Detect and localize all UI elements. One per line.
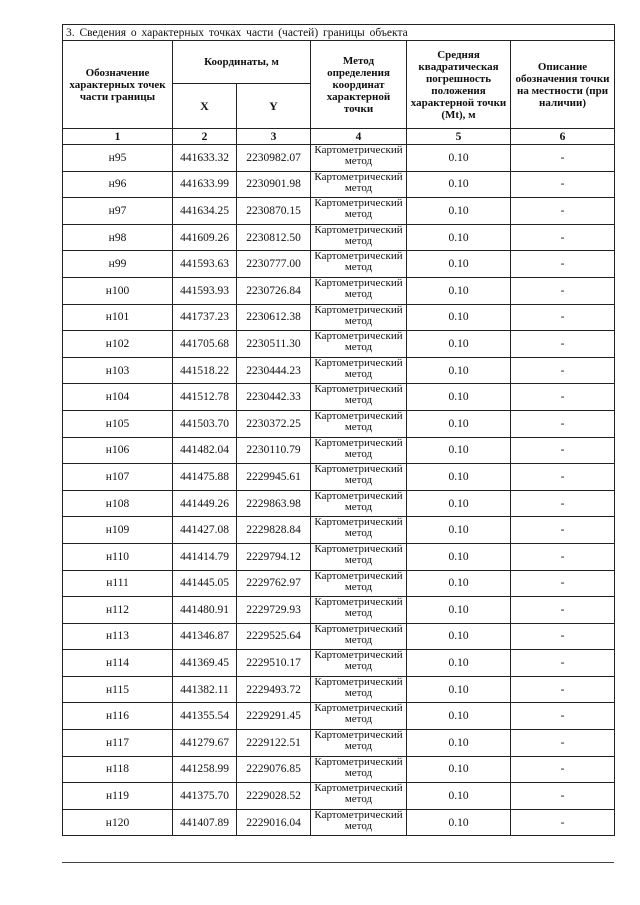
description-cell: - — [511, 809, 615, 836]
method-cell — [311, 277, 407, 304]
table-row — [63, 410, 615, 437]
table-row — [63, 304, 615, 331]
coord-y-cell: 2230442.33 — [237, 384, 311, 411]
column-number: 2 — [173, 129, 237, 145]
method-line: метод — [344, 633, 373, 646]
coord-x-cell: 441482.04 — [173, 437, 237, 464]
method-cell — [311, 517, 407, 544]
coord-y-cell: 2229863.98 — [237, 490, 311, 517]
table-row — [63, 145, 615, 172]
method-line: Картометрический — [314, 649, 403, 662]
method-line: Картометрический — [314, 223, 403, 236]
method-line: Картометрический — [314, 729, 403, 742]
method-line: Картометрический — [314, 144, 403, 156]
table-row — [63, 277, 615, 304]
description-cell: - — [511, 145, 615, 172]
point-id-cell: н117 — [63, 730, 173, 757]
method-line: Картометрический — [314, 596, 403, 609]
error-cell: 0.10 — [407, 756, 511, 783]
description-cell: - — [511, 570, 615, 597]
header-description: Описание обозначения точки на местности (при наличии) — [511, 41, 615, 129]
method-line: метод — [344, 208, 373, 221]
table-row — [63, 650, 615, 677]
coord-x-cell: 441593.93 — [173, 277, 237, 304]
error-cell: 0.10 — [407, 730, 511, 757]
method-line: Картометрический — [314, 463, 403, 476]
point-id-cell: н108 — [63, 490, 173, 517]
method-cell — [311, 543, 407, 570]
table-row — [63, 384, 615, 411]
method-line: Картометрический — [314, 383, 403, 396]
description-cell: - — [511, 384, 615, 411]
coord-x-cell: 441593.63 — [173, 251, 237, 278]
method-line: метод — [344, 713, 373, 726]
header-x: X — [173, 84, 237, 129]
method-cell — [311, 756, 407, 783]
method-line: Картометрический — [314, 569, 403, 582]
method-line: метод — [344, 394, 373, 407]
coord-x-cell: 441609.26 — [173, 224, 237, 251]
point-id-cell: н115 — [63, 676, 173, 703]
method-cell — [311, 331, 407, 358]
coord-y-cell: 2230726.84 — [237, 277, 311, 304]
error-cell: 0.10 — [407, 543, 511, 570]
coord-x-cell: 441633.99 — [173, 171, 237, 198]
coord-x-cell: 441279.67 — [173, 730, 237, 757]
method-line: метод — [344, 766, 373, 779]
point-id-cell: н119 — [63, 783, 173, 810]
method-cell — [311, 730, 407, 757]
method-line: метод — [344, 287, 373, 300]
point-id-cell: н99 — [63, 251, 173, 278]
error-cell: 0.10 — [407, 597, 511, 624]
method-line: Картометрический — [314, 542, 403, 555]
method-line: Картометрический — [314, 516, 403, 529]
coord-x-cell: 441445.05 — [173, 570, 237, 597]
error-cell: 0.10 — [407, 623, 511, 650]
method-line: метод — [344, 686, 373, 699]
method-cell — [311, 304, 407, 331]
method-cell — [311, 251, 407, 278]
table-row — [63, 809, 615, 836]
method-line: метод — [344, 341, 373, 354]
column-number: 3 — [237, 129, 311, 145]
error-cell: 0.10 — [407, 304, 511, 331]
point-id-cell: н113 — [63, 623, 173, 650]
coord-y-cell: 2230511.30 — [237, 331, 311, 358]
method-line: Картометрический — [314, 622, 403, 635]
point-id-cell: н98 — [63, 224, 173, 251]
method-cell — [311, 650, 407, 677]
error-cell: 0.10 — [407, 171, 511, 198]
table-row — [63, 570, 615, 597]
coord-x-cell: 441480.91 — [173, 597, 237, 624]
method-cell — [311, 357, 407, 384]
header-coordinates: Координаты, м — [173, 41, 311, 84]
description-cell: - — [511, 224, 615, 251]
point-id-cell: н114 — [63, 650, 173, 677]
coord-x-cell: 441449.26 — [173, 490, 237, 517]
coord-x-cell: 441382.11 — [173, 676, 237, 703]
table-row — [63, 623, 615, 650]
description-cell: - — [511, 331, 615, 358]
method-line: метод — [344, 500, 373, 513]
point-id-cell: н103 — [63, 357, 173, 384]
method-line: метод — [344, 607, 373, 620]
coord-x-cell: 441512.78 — [173, 384, 237, 411]
error-cell: 0.10 — [407, 437, 511, 464]
table-body — [63, 145, 615, 836]
method-line: Картометрический — [314, 276, 403, 289]
error-cell: 0.10 — [407, 490, 511, 517]
method-line: метод — [344, 580, 373, 593]
table-row — [63, 730, 615, 757]
coord-y-cell: 2230444.23 — [237, 357, 311, 384]
method-line: метод — [344, 740, 373, 753]
point-id-cell: н120 — [63, 809, 173, 836]
coord-x-cell: 441427.08 — [173, 517, 237, 544]
table-row — [63, 783, 615, 810]
table-row — [63, 224, 615, 251]
error-cell: 0.10 — [407, 224, 511, 251]
coord-y-cell: 2229016.04 — [237, 809, 311, 836]
method-line: метод — [344, 447, 373, 460]
method-cell — [311, 171, 407, 198]
coord-y-cell: 2230870.15 — [237, 198, 311, 225]
method-line: метод — [344, 234, 373, 247]
description-cell: - — [511, 730, 615, 757]
coord-x-cell: 441258.99 — [173, 756, 237, 783]
method-line: метод — [344, 181, 373, 194]
method-line: метод — [344, 155, 373, 167]
method-line: метод — [344, 314, 373, 327]
point-id-cell: н105 — [63, 410, 173, 437]
coord-x-cell: 441369.45 — [173, 650, 237, 677]
point-id-cell: н106 — [63, 437, 173, 464]
column-number: 5 — [407, 129, 511, 145]
error-cell: 0.10 — [407, 410, 511, 437]
description-cell: - — [511, 543, 615, 570]
error-cell: 0.10 — [407, 650, 511, 677]
table-row — [63, 676, 615, 703]
method-line: метод — [344, 367, 373, 380]
method-line: метод — [344, 793, 373, 806]
column-number: 1 — [63, 129, 173, 145]
description-cell: - — [511, 597, 615, 624]
coord-x-cell: 441503.70 — [173, 410, 237, 437]
description-cell: - — [511, 357, 615, 384]
coord-x-cell: 441705.68 — [173, 331, 237, 358]
method-line: Картометрический — [314, 170, 403, 183]
coord-x-cell: 441475.88 — [173, 464, 237, 491]
table-row — [63, 543, 615, 570]
coord-y-cell: 2229525.64 — [237, 623, 311, 650]
error-cell: 0.10 — [407, 198, 511, 225]
point-id-cell: н118 — [63, 756, 173, 783]
method-line: Картометрический — [314, 436, 403, 449]
coord-x-cell: 441633.32 — [173, 145, 237, 172]
point-id-cell: н100 — [63, 277, 173, 304]
coord-x-cell: 441414.79 — [173, 543, 237, 570]
method-cell — [311, 198, 407, 225]
coord-y-cell: 2229510.17 — [237, 650, 311, 677]
coord-y-cell: 2229945.61 — [237, 464, 311, 491]
description-cell: - — [511, 783, 615, 810]
error-cell: 0.10 — [407, 703, 511, 730]
error-cell: 0.10 — [407, 384, 511, 411]
table-row — [63, 490, 615, 517]
method-cell — [311, 224, 407, 251]
description-cell: - — [511, 490, 615, 517]
description-cell: - — [511, 437, 615, 464]
coord-y-cell: 2229493.72 — [237, 676, 311, 703]
description-cell: - — [511, 304, 615, 331]
point-id-cell: н112 — [63, 597, 173, 624]
table-row — [63, 331, 615, 358]
point-id-cell: н101 — [63, 304, 173, 331]
point-id-cell: н102 — [63, 331, 173, 358]
method-line: Картометрический — [314, 702, 403, 715]
method-line: Картометрический — [314, 808, 403, 821]
coord-x-cell: 441737.23 — [173, 304, 237, 331]
error-cell: 0.10 — [407, 277, 511, 304]
description-cell: - — [511, 464, 615, 491]
table-row — [63, 597, 615, 624]
column-number: 4 — [311, 129, 407, 145]
coord-y-cell: 2230110.79 — [237, 437, 311, 464]
description-cell: - — [511, 517, 615, 544]
method-cell — [311, 676, 407, 703]
table-row — [63, 357, 615, 384]
method-line: Картометрический — [314, 675, 403, 688]
method-cell — [311, 464, 407, 491]
error-cell: 0.10 — [407, 145, 511, 172]
table-row — [63, 703, 615, 730]
coord-x-cell: 441346.87 — [173, 623, 237, 650]
method-cell — [311, 623, 407, 650]
coord-y-cell: 2230777.00 — [237, 251, 311, 278]
method-line: Картометрический — [314, 409, 403, 422]
error-cell: 0.10 — [407, 464, 511, 491]
description-cell: - — [511, 756, 615, 783]
coord-y-cell: 2229762.97 — [237, 570, 311, 597]
section-title: 3. Сведения о характерных точках части (частей) границы объекта — [63, 25, 615, 41]
method-line: метод — [344, 660, 373, 673]
coord-y-cell: 2229122.51 — [237, 730, 311, 757]
table-row — [63, 464, 615, 491]
table-row — [63, 171, 615, 198]
coord-y-cell: 2230612.38 — [237, 304, 311, 331]
header-designation: Обозначение характерных точек части границы — [63, 41, 173, 129]
error-cell: 0.10 — [407, 783, 511, 810]
coord-y-cell: 2229291.45 — [237, 703, 311, 730]
method-line: метод — [344, 553, 373, 566]
header-y: Y — [237, 84, 311, 129]
coord-y-cell: 2230901.98 — [237, 171, 311, 198]
point-id-cell: н96 — [63, 171, 173, 198]
coord-x-cell: 441355.54 — [173, 703, 237, 730]
method-cell — [311, 437, 407, 464]
table-row — [63, 251, 615, 278]
method-cell — [311, 410, 407, 437]
coord-y-cell: 2229729.93 — [237, 597, 311, 624]
description-cell: - — [511, 410, 615, 437]
coord-x-cell: 441634.25 — [173, 198, 237, 225]
description-cell: - — [511, 676, 615, 703]
method-line: Картометрический — [314, 330, 403, 343]
error-cell: 0.10 — [407, 570, 511, 597]
method-line: метод — [344, 819, 373, 832]
error-cell: 0.10 — [407, 331, 511, 358]
coord-y-cell: 2230372.25 — [237, 410, 311, 437]
boundary-points-table — [62, 24, 615, 836]
coord-y-cell: 2230812.50 — [237, 224, 311, 251]
method-cell — [311, 145, 407, 172]
coord-x-cell: 441518.22 — [173, 357, 237, 384]
method-line: Картометрический — [314, 755, 403, 768]
method-cell — [311, 490, 407, 517]
method-line: Картометрический — [314, 356, 403, 369]
method-line: метод — [344, 474, 373, 487]
description-cell: - — [511, 650, 615, 677]
error-cell: 0.10 — [407, 809, 511, 836]
method-cell — [311, 384, 407, 411]
point-id-cell: н110 — [63, 543, 173, 570]
method-line: Картометрический — [314, 303, 403, 316]
method-line: Картометрический — [314, 489, 403, 502]
header-method: Метод определения координат характерной точки — [311, 41, 407, 129]
point-id-cell: н95 — [63, 145, 173, 172]
description-cell: - — [511, 251, 615, 278]
table-row — [63, 198, 615, 225]
point-id-cell: н116 — [63, 703, 173, 730]
method-line: Картометрический — [314, 197, 403, 210]
coord-y-cell: 2229028.52 — [237, 783, 311, 810]
error-cell: 0.10 — [407, 357, 511, 384]
table-row — [63, 437, 615, 464]
error-cell: 0.10 — [407, 676, 511, 703]
document-page — [62, 24, 614, 836]
point-id-cell: н109 — [63, 517, 173, 544]
coord-y-cell: 2229794.12 — [237, 543, 311, 570]
point-id-cell: н111 — [63, 570, 173, 597]
description-cell: - — [511, 623, 615, 650]
footer-divider — [62, 862, 614, 863]
coord-y-cell: 2230982.07 — [237, 145, 311, 172]
description-cell: - — [511, 171, 615, 198]
method-line: Картометрический — [314, 250, 403, 263]
coord-y-cell: 2229828.84 — [237, 517, 311, 544]
method-line: метод — [344, 420, 373, 433]
header-error: Средняя квадратическая погрешность положения характерной точки (Mt), м — [407, 41, 511, 129]
method-line: метод — [344, 527, 373, 540]
description-cell: - — [511, 198, 615, 225]
error-cell: 0.10 — [407, 517, 511, 544]
point-id-cell: н104 — [63, 384, 173, 411]
description-cell: - — [511, 277, 615, 304]
method-cell — [311, 783, 407, 810]
method-line: Картометрический — [314, 782, 403, 795]
column-number: 6 — [511, 129, 615, 145]
point-id-cell: н107 — [63, 464, 173, 491]
method-cell — [311, 703, 407, 730]
error-cell: 0.10 — [407, 251, 511, 278]
method-cell — [311, 570, 407, 597]
coord-x-cell: 441407.89 — [173, 809, 237, 836]
coord-y-cell: 2229076.85 — [237, 756, 311, 783]
table-row — [63, 517, 615, 544]
method-cell — [311, 597, 407, 624]
method-line: метод — [344, 261, 373, 274]
point-id-cell: н97 — [63, 198, 173, 225]
method-cell — [311, 809, 407, 836]
table-row — [63, 756, 615, 783]
coord-x-cell: 441375.70 — [173, 783, 237, 810]
description-cell: - — [511, 703, 615, 730]
